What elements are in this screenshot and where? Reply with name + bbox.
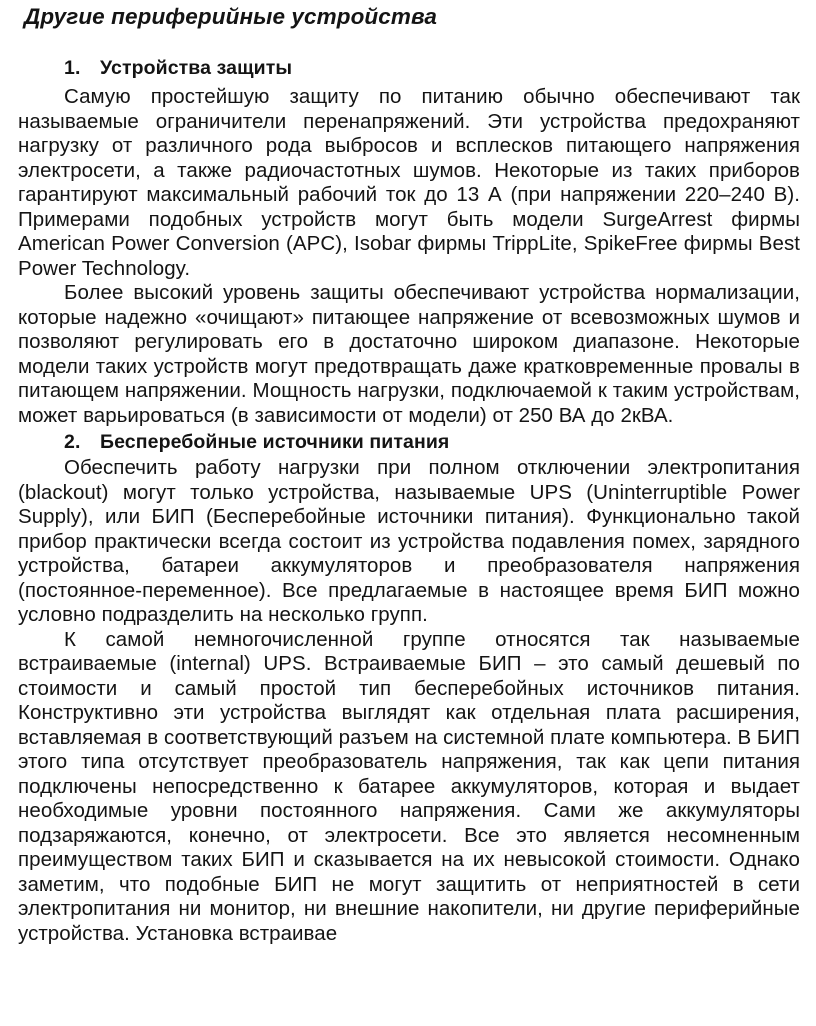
paragraph: К самой немногочисленной группе относятся так называемые встраиваемые (internal) UPS. Встраиваемые БИП – это самый дешевый по стоимости и самый простой тип бесперебойных источников питания. Конструктивно эти устройства выглядят как отдельная плата расширения, вставляемая в соответствующий разъем на системной плате компьютера. В БИП этого типа отсутствует преобразователь напряжения, так как цепи питания подключены непосредственно к батарее аккумуляторов, которая и выдает необходимые уровни постоянного напряжения. Сами же аккумуляторы подзаряжаются, конечно, от электросети. Все это является несомненным преимуществом таких БИП и сказывается на их невысокой стоимости. Однако заметим, что подобные БИП не могут защитить от неприятностей в сети электропитания ни монитор, ни внешние накопители, ни другие периферийные устройства. Установка встраивае [18,627,800,945]
document-page [18,4,800,946]
section-title: Бесперебойные источники питания [100,431,450,453]
page-title: Другие периферийные устройства [24,4,437,29]
section-ups [18,430,800,946]
section-number: 1. [64,57,81,79]
section-number: 2. [64,431,81,453]
section-heading [18,430,800,454]
paragraph: Обеспечить работу нагрузки при полном отключении электропитания (blackout) могут только устройства, называемые UPS (Uninterruptible Power Supply), или БИП (Бесперебойные источники питания). Функционально такой прибор практически всегда состоит из устройства подавления помех, зарядного устройства, батареи аккумуляторов и преобразователя напряжения (постоянное-переменное). Все предлагаемые в настоящее время БИП можно условно подразделить на несколько групп. [18,456,800,626]
section-protection-devices [18,56,800,428]
paragraph: Самую простейшую защиту по питанию обычно обеспечивают так называемые ограничители перенапряжений. Эти устройства предохраняют нагрузку от различного рода выбросов и всплесков питающего напряжения электросети, а также радиочастотных шумов. Некоторые из таких приборов гарантируют максимальный рабочий ток до 13 А (при напряжении 220–240 В). Примерами подобных устройств могут быть модели SurgeArrest фирмы American Power Conversion (APC), Isobar фирмы TrippLite, SpikeFree фирмы Best Power Technology. [18,85,800,280]
paragraph: Более высокий уровень защиты обеспечивают устройства нормализации, которые надежно «очищают» питающее напряжение от всевозможных шумов и позволяют регулировать его в достаточно широком диапазоне. Некоторые модели таких устройств могут предотвращать даже кратковременные провалы в питающем напряжении. Мощность нагрузки, подключаемой к таким устройствам, может варьироваться (в зависимости от модели) от 250 ВА до 2кВА. [18,281,800,427]
section-title: Устройства защиты [100,57,293,79]
section-heading [18,56,800,80]
